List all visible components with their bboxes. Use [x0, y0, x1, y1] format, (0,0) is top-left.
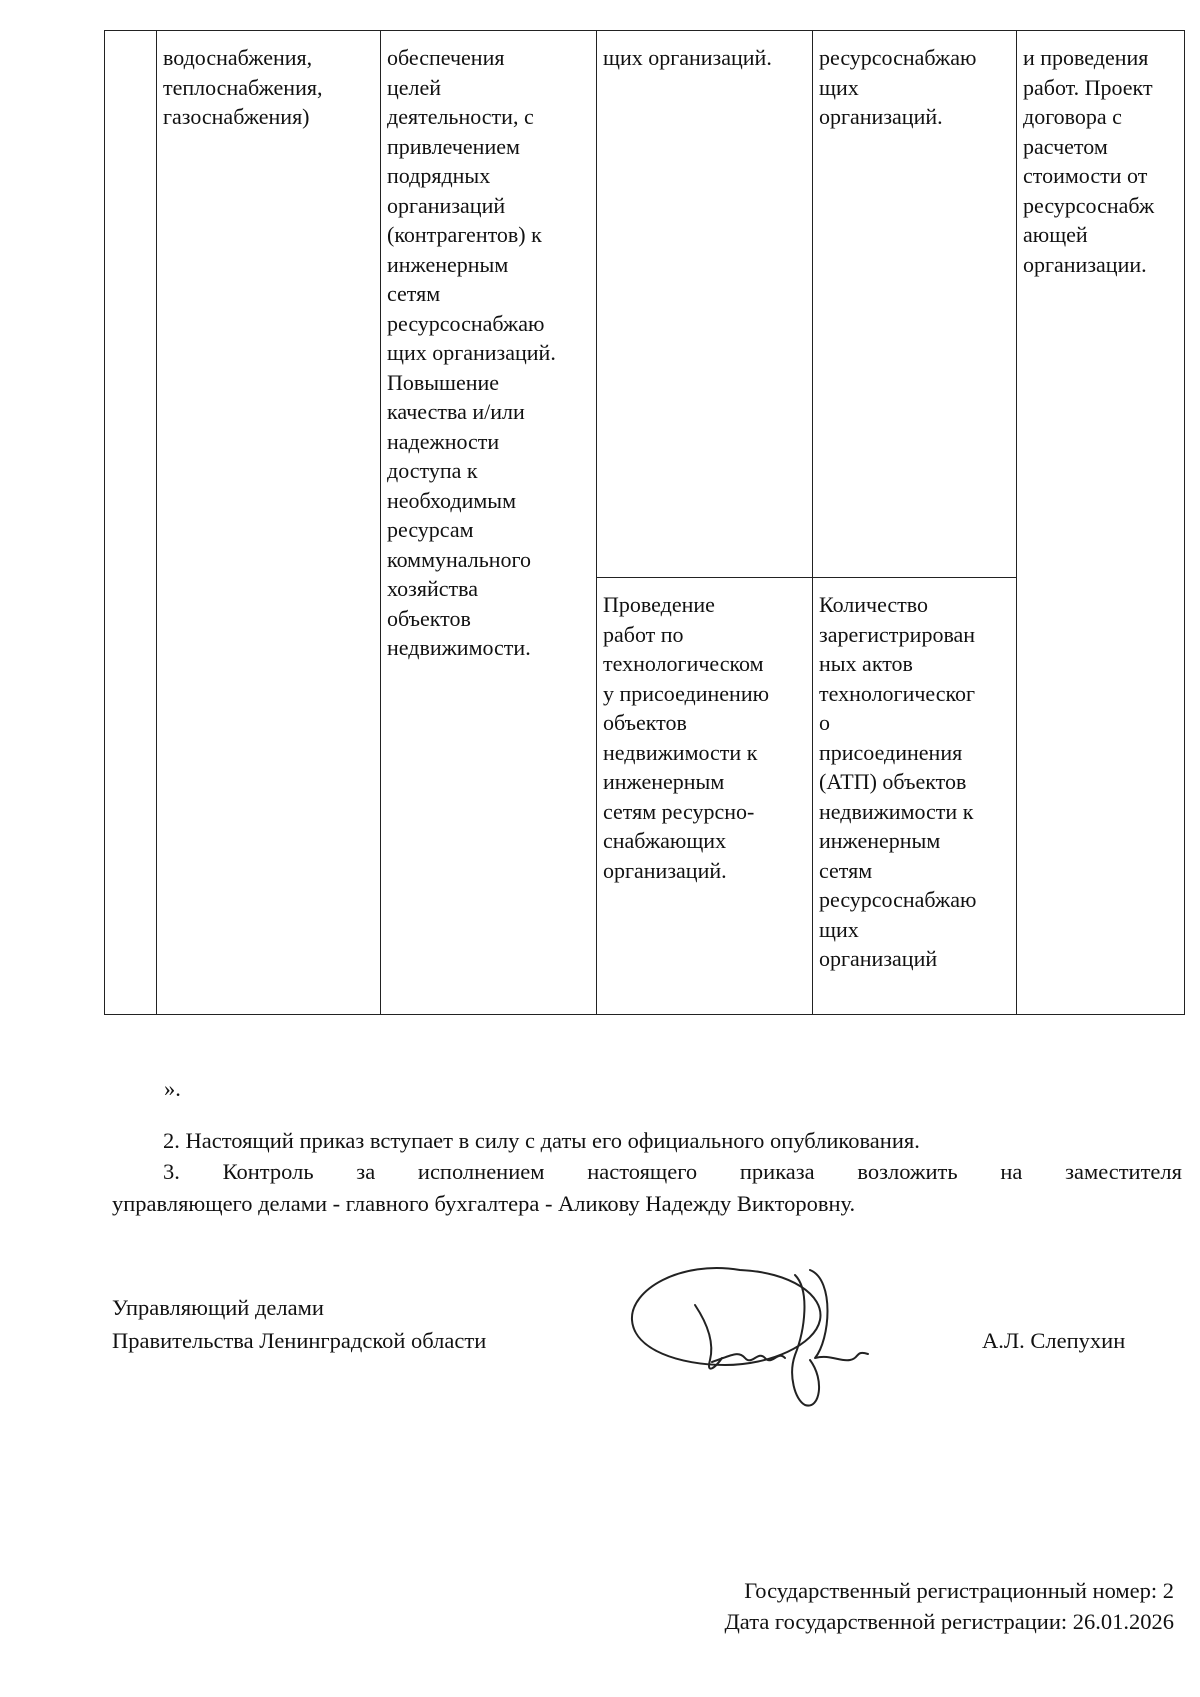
handwritten-signature: [620, 1250, 880, 1430]
table-cell-type: водоснабжения, теплоснабжения, газоснабжения): [157, 31, 381, 1015]
closing-quote: ».: [164, 1076, 181, 1101]
paragraph-3-line-1: 3. Контроль за исполнением настоящего приказа возложить на заместителя: [163, 1159, 1182, 1184]
table-cell-justification: и проведения работ. Проект договора с расчетом стоимости от ресурсоснабж ающей организации.: [1017, 31, 1185, 1015]
table-cell-indicator: ресурсоснабжаю щих организаций.: [813, 31, 1017, 578]
signer-position-line-1: Управляющий делами: [112, 1295, 324, 1320]
table-row: [105, 31, 1185, 578]
table-cell-activity: щих организаций.: [597, 31, 813, 578]
signer-name: А.Л. Слепухин: [982, 1328, 1126, 1353]
table-cell-indicator: Количество зарегистрирован ных актов технологическог о присоединения (АТП) объектов недвижимости к инженерным сетям ресурсоснабжаю щих организаций: [813, 578, 1017, 1015]
continuation-table: [104, 30, 1185, 1015]
paragraph-2: 2. Настоящий приказ вступает в силу с даты его официального опубликования.: [163, 1128, 920, 1153]
table-cell-number: [105, 31, 157, 1015]
signer-position-line-2: Правительства Ленинградской области: [112, 1328, 487, 1353]
paragraph-3-line-2: управляющего делами - главного бухгалтера - Аликову Надежду Викторовну.: [112, 1191, 856, 1216]
table-cell-goal: обеспечения целей деятельности, с привлечением подрядных организаций (контрагентов) к инженерным сетям ресурсоснабжаю щих организаций. Повышение качества и/или надежности доступа к необходимым ресурсам коммунального хозяйства объектов недвижимости.: [381, 31, 597, 1015]
table-cell-activity: Проведение работ по технологическом у присоединению объектов недвижимости к инженерным сетям ресурсно- снабжающих организаций.: [597, 578, 813, 1015]
registration-date: Дата государственной регистрации: 26.01.2026: [724, 1609, 1174, 1634]
registration-number: Государственный регистрационный номер: 2: [744, 1578, 1174, 1603]
